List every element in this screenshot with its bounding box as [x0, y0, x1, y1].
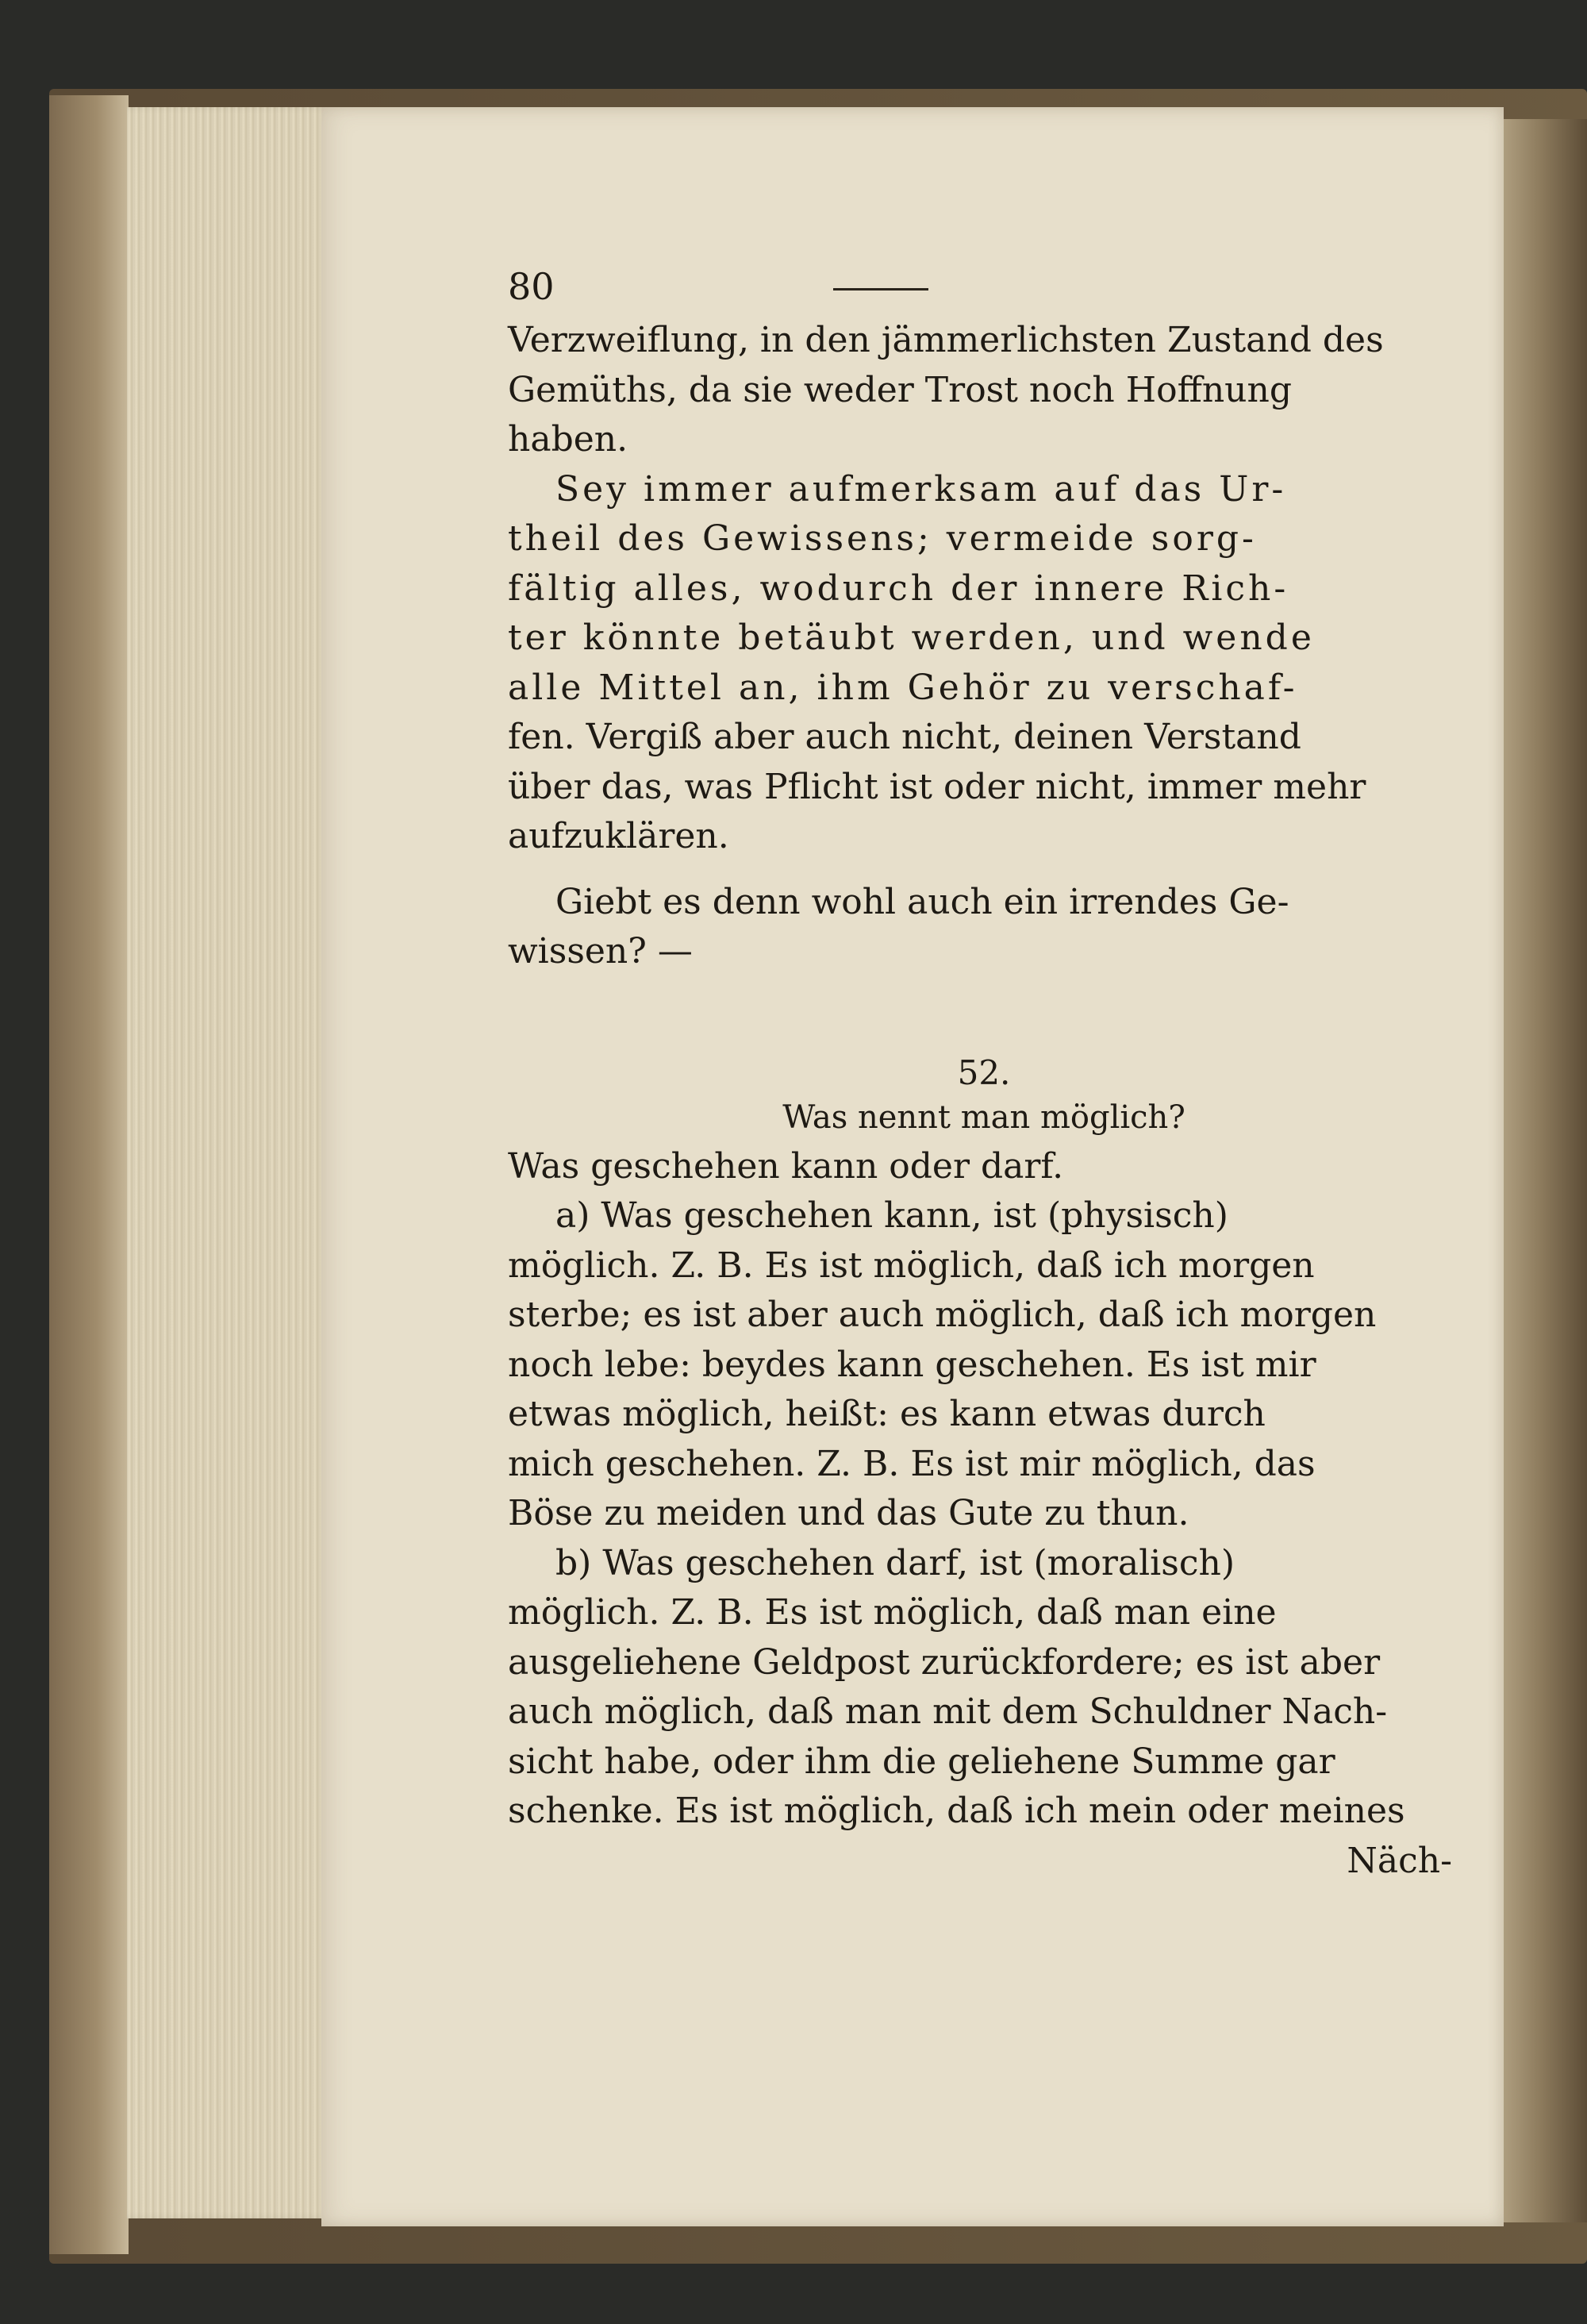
text-line: etwas möglich, heißt: es kann etwas durch — [508, 1394, 1266, 1434]
catchword: Näch- — [1347, 1840, 1452, 1881]
text-line: Was geschehen kann oder darf. — [508, 1145, 1064, 1187]
section-number: 52. — [957, 1052, 1011, 1092]
text-line: auch möglich, daß man mit dem Schuldner Nach- — [508, 1691, 1388, 1732]
text-line: wissen? — — [508, 931, 693, 972]
page-header — [508, 262, 1460, 311]
paragraph-gap — [508, 862, 1460, 878]
text-line: alle Mittel an, ihm Gehör zu verschaf- — [508, 667, 1298, 708]
page-text — [508, 262, 1460, 1886]
text-line: Sey immer aufmerksam auf das Ur- — [555, 468, 1287, 510]
text-line: fen. Vergiß aber auch nicht, deinen Verstand — [508, 717, 1301, 757]
text-line: Giebt es denn wohl auch ein irrendes Ge- — [555, 881, 1289, 922]
text-line: ter könnte betäubt werden, und wende — [508, 618, 1315, 658]
text-line: mich geschehen. Z. B. Es ist mir möglich, das — [508, 1443, 1316, 1484]
text-line: über das, was Pflicht ist oder nicht, immer mehr — [508, 766, 1366, 807]
text-line: haben. — [508, 419, 628, 460]
text-line: noch lebe: beydes kann geschehen. Es ist mir — [508, 1344, 1316, 1385]
text-line: Gemüths, da sie weder Trost noch Hoffnung — [508, 369, 1293, 410]
text-line: ausgeliehene Geldpost zurückfordere; es ist aber — [508, 1641, 1381, 1683]
header-rule — [833, 288, 928, 290]
section-title: Was nennt man möglich? — [782, 1099, 1185, 1136]
text-line: möglich. Z. B. Es ist möglich, daß man eine — [508, 1592, 1277, 1633]
text-line: aufzuklären. — [508, 816, 729, 856]
text-line: schenke. Es ist möglich, daß ich mein oder meines — [508, 1791, 1405, 1831]
page-number: 80 — [508, 264, 555, 308]
text-line: theil des Gewissens; vermeide sorg- — [508, 518, 1257, 559]
text-line: Böse zu meiden und das Gute zu thun. — [508, 1493, 1189, 1533]
text-line: fältig alles, wodurch der innere Rich- — [508, 568, 1289, 609]
page-edges — [127, 107, 333, 2218]
text-line: sicht habe, oder ihm die geliehene Summe gar — [508, 1741, 1335, 1782]
facing-page-edge — [1492, 119, 1587, 2222]
cover-edge — [49, 95, 129, 2254]
text-line: a) Was geschehen kann, ist (physisch) — [555, 1195, 1228, 1236]
text-line: Verzweiflung, in den jämmerlichsten Zustand des — [508, 320, 1384, 360]
text-line: möglich. Z. B. Es ist möglich, daß ich morgen — [508, 1245, 1315, 1286]
text-line: b) Was geschehen darf, ist (moralisch) — [555, 1542, 1235, 1583]
text-line: sterbe; es ist aber auch möglich, daß ich morgen — [508, 1295, 1377, 1335]
